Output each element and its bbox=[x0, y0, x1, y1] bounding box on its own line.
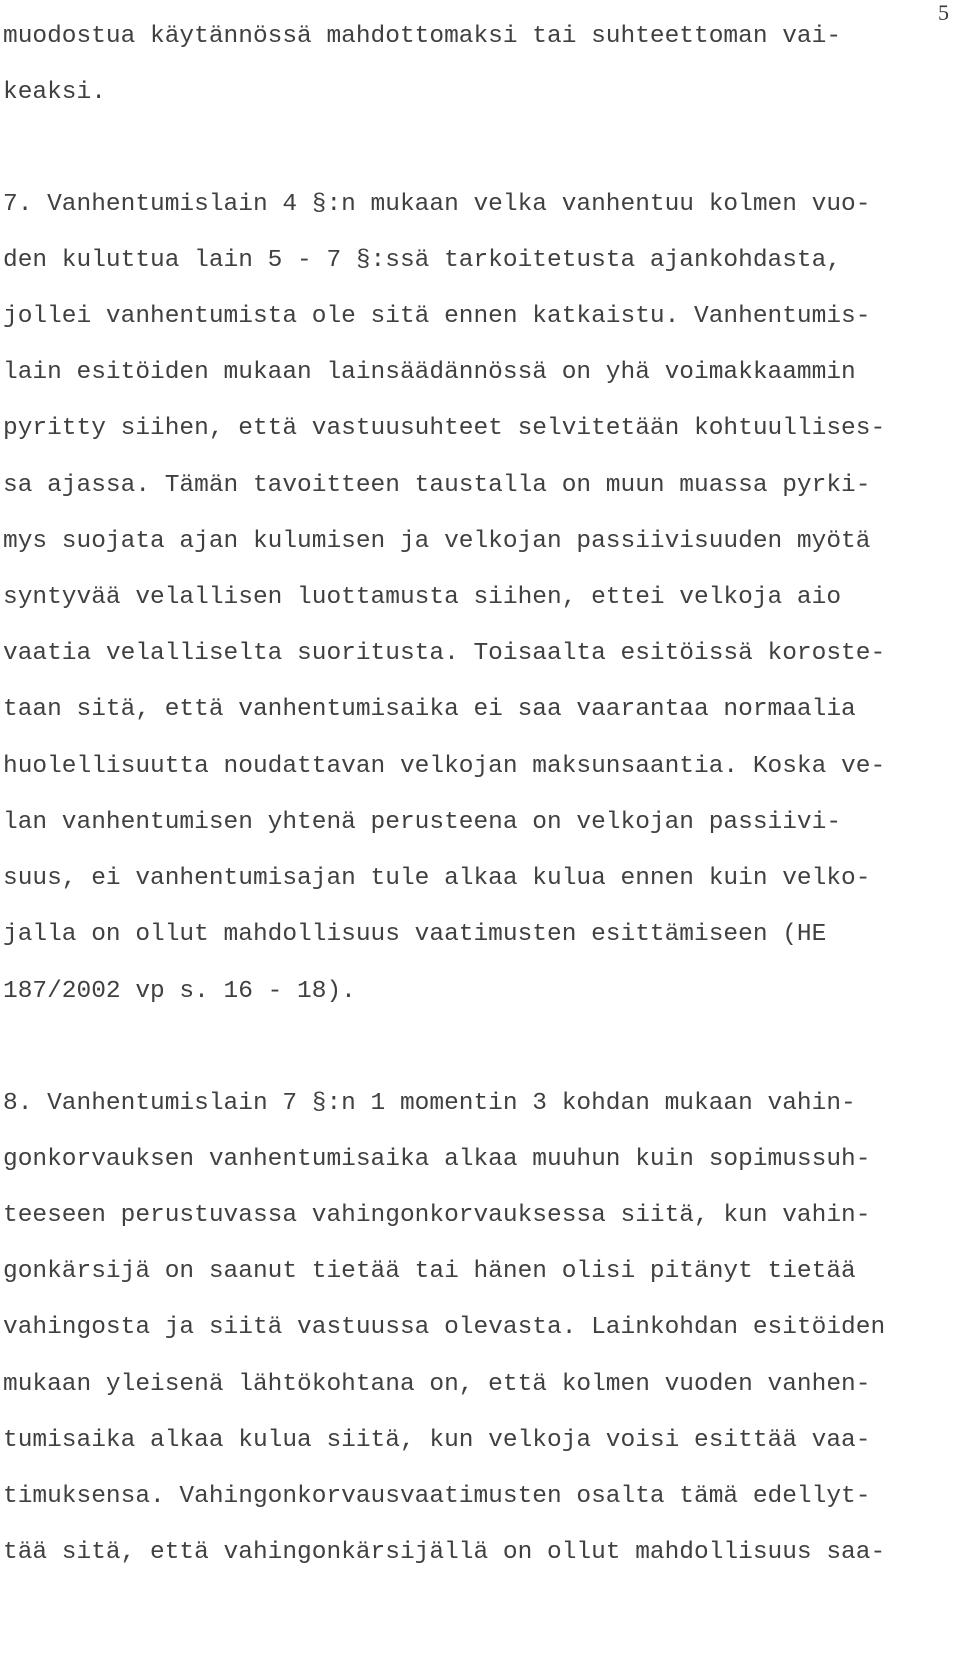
text-line: lain esitöiden mukaan lainsäädännössä on yhä voimakkaammin bbox=[3, 359, 856, 386]
text-line: 187/2002 vp s. 16 - 18). bbox=[3, 978, 356, 1005]
text-line: jollei vanhentumista ole sitä ennen katkaistu. Vanhentumis- bbox=[3, 303, 871, 330]
text-line: syntyvää velallisen luottamusta siihen, ettei velkoja aio bbox=[3, 584, 842, 611]
text-line: gonkorvauksen vanhentumisaika alkaa muuhun kuin sopimussuh- bbox=[3, 1146, 871, 1173]
text-line: vaatia velalliselta suoritusta. Toisaalta esitöissä koroste- bbox=[3, 640, 886, 667]
text-line: teeseen perustuvassa vahingonkorvauksessa siitä, kun vahin- bbox=[3, 1202, 871, 1229]
text-line: tää sitä, että vahingonkärsijällä on ollut mahdollisuus saa- bbox=[3, 1539, 886, 1566]
text-line: sa ajassa. Tämän tavoitteen taustalla on muun muassa pyrki- bbox=[3, 472, 871, 499]
text-line: vahingosta ja siitä vastuussa olevasta. Lainkohdan esitöiden bbox=[3, 1314, 886, 1341]
text-line: gonkärsijä on saanut tietää tai hänen olisi pitänyt tietää bbox=[3, 1258, 856, 1285]
text-line: jalla on ollut mahdollisuus vaatimusten esittämiseen (HE bbox=[3, 921, 827, 948]
text-line: pyritty siihen, että vastuusuhteet selvitetään kohtuullises- bbox=[3, 415, 886, 442]
text-line: tumisaika alkaa kulua siitä, kun velkoja voisi esittää vaa- bbox=[3, 1427, 871, 1454]
text-line: timuksensa. Vahingonkorvausvaatimusten osalta tämä edellyt- bbox=[3, 1483, 871, 1510]
text-line: 8. Vanhentumislain 7 §:n 1 momentin 3 kohdan mukaan vahin- bbox=[3, 1090, 856, 1117]
text-line: huolellisuutta noudattavan velkojan maksunsaantia. Koska ve- bbox=[3, 753, 886, 780]
text-line: mukaan yleisenä lähtökohtana on, että kolmen vuoden vanhen- bbox=[3, 1371, 871, 1398]
text-line: 7. Vanhentumislain 4 §:n mukaan velka vanhentuu kolmen vuo- bbox=[3, 191, 871, 218]
text-line: den kuluttua lain 5 - 7 §:ssä tarkoitetusta ajankohdasta, bbox=[3, 247, 842, 274]
text-line: taan sitä, että vanhentumisaika ei saa vaarantaa normaalia bbox=[3, 696, 856, 723]
text-line: suus, ei vanhentumisajan tule alkaa kulua ennen kuin velko- bbox=[3, 865, 871, 892]
text-line: lan vanhentumisen yhtenä perusteena on velkojan passiivi- bbox=[3, 809, 842, 836]
text-line: mys suojata ajan kulumisen ja velkojan passiivisuuden myötä bbox=[3, 528, 871, 555]
page-number: 5 bbox=[938, 0, 949, 25]
text-line: keaksi. bbox=[3, 79, 106, 106]
text-line: muodostua käytännössä mahdottomaksi tai suhteettoman vai- bbox=[3, 23, 842, 50]
